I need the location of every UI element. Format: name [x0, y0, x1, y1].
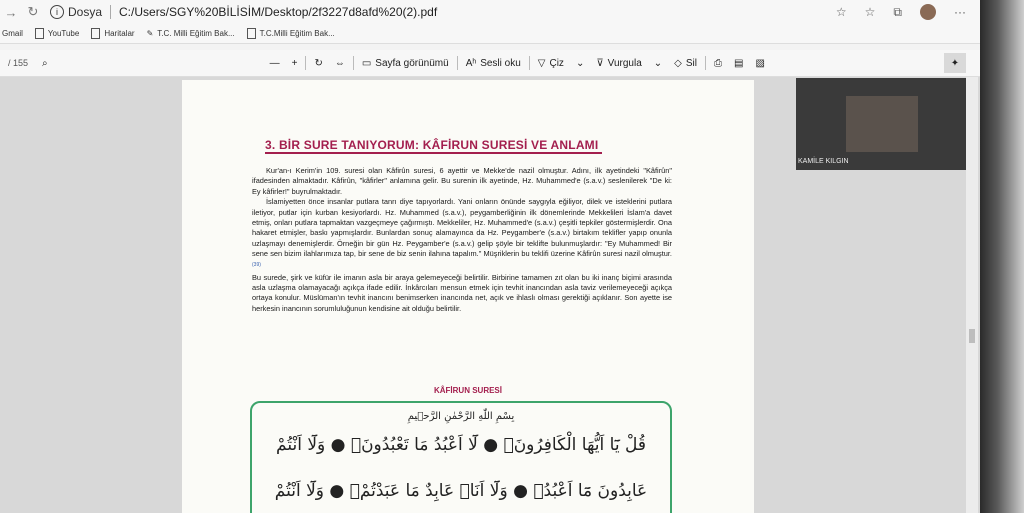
video-thumbnail[interactable]	[796, 78, 966, 170]
arabic-text-box	[250, 401, 672, 513]
zoom-out-icon[interactable]: —	[269, 57, 280, 69]
print-icon[interactable]: ⎙	[713, 57, 722, 69]
footnote-ref: (39)	[252, 261, 261, 268]
page-icon	[91, 28, 100, 39]
highlight-dropdown-icon[interactable]: ⌄	[653, 57, 663, 69]
highlight-button[interactable]: ⊽ Vurgula	[596, 57, 642, 69]
page-view-button[interactable]: ▭ Sayfa görünümü	[361, 57, 449, 69]
favorite-youtube[interactable]: YouTube	[35, 28, 79, 39]
monitor-bezel	[980, 0, 1024, 513]
collections-icon[interactable]: ⧉	[893, 4, 902, 19]
favorite-star-icon[interactable]: ☆	[835, 5, 847, 19]
divider	[529, 56, 530, 70]
highlight-icon: ⊽	[596, 57, 604, 69]
participant-video	[846, 96, 918, 152]
read-aloud-button[interactable]: Aʰ Sesli oku	[465, 57, 521, 69]
save-as-icon[interactable]: ▧	[755, 57, 765, 69]
more-icon[interactable]: ···	[954, 5, 966, 19]
draw-button[interactable]: ▽ Çiz	[537, 57, 564, 69]
page-view-icon: ▭	[361, 57, 372, 69]
divider	[457, 56, 458, 70]
tab-label: Dosya	[68, 5, 103, 19]
divider	[705, 56, 706, 70]
favorites-bar	[0, 24, 980, 44]
body-text	[252, 166, 672, 314]
paragraph: İslamiyetten önce insanlar putlara tanrı diye tapıyorlardı. Yani onların önünde saygıyla eğiliyor, dilek ve isteklerini putlara iletiyor, putlar için kurban kesiyorlardı. Hz. Muhammed (s.a.v.), peygamberliğinin ilk dönemlerinde Mekkelileri İslam'a davet etmiş, onları putlara tapmaktan vazgeçmeye çağırmıştı. Mekkeliler, Hz. Muhammed'e (s.a.v.) çeşitli tepkiler göstermişlerdir. Ona hakaret etmişler, baskı yapmışlardır. Bunlardan sonuç alamayınca da Hz. Peygamber'e (s.a.v.) birtakım teklifler yapıp onunla uzlaşmayı denemişlerdir. Örneğin bir gün Hz. Peygamber'e (s.a.v.) gelip şöyle bir teklifte bulunmuşlardır: "Ey Muhammed! Bir sene sen bizim ilahlarımıza tap, bir sene de biz senin ilahına tapalım." Müşriklerin bu teklifi üzerine Kâfirûn suresi nazil olmuştur.$^{(39)}$	[252, 197, 672, 268]
site-icon: ✎	[146, 29, 154, 38]
paragraph: Kur'an-ı Kerim'in 109. suresi olan Kâfirûn suresi, 6 ayettir ve Mekke'de nazil olmuştur. Adını, ilk ayetindeki "Kâfirûn" ifadesinden almaktadır. Kâfirûn, "kâfirler" anlamına gelir. Bu surenin ilk ayetinde, Hz. Muhammed'e (s.a.v.) seslenilerek "De ki: Ey kâfirler!" buyrulmaktadır.	[252, 166, 672, 196]
address-bar	[0, 0, 980, 24]
refresh-icon[interactable]: ↻	[27, 4, 39, 19]
pdf-toolbar	[0, 50, 980, 77]
page-count: / 155	[8, 58, 29, 68]
favorite-meb-2[interactable]: T.C.Milli Eğitim Bak...	[247, 28, 335, 39]
divider	[110, 5, 111, 19]
favorite-gmail[interactable]: Gmail	[2, 29, 23, 38]
eraser-icon: ◇	[674, 57, 682, 69]
verse-line: قُلْ يَٓا اَيُّهَا الْكَافِرُونَۙ ● لَٓا اَعْبُدُ مَا تَعْبُدُونَۙ ● وَلَٓا اَنْتُمْ	[276, 435, 646, 455]
save-icon[interactable]: ▤	[733, 57, 744, 69]
pin-toolbar-icon[interactable]: ✦	[944, 53, 966, 73]
erase-button[interactable]: ◇ Sil	[674, 57, 697, 69]
scrollbar[interactable]	[966, 77, 978, 513]
url-field[interactable]: C:/Users/SGY%20BİLİSİM/Desktop/2f3227d8afd%20(2).pdf	[119, 5, 438, 19]
basmala: بِسْمِ اللّٰهِ الرَّحْمٰنِ الرَّح۪يمِ	[407, 411, 515, 422]
page-icon	[35, 28, 44, 39]
favorites-list-icon[interactable]: ☆	[864, 5, 876, 19]
fit-width-icon[interactable]: ⇔	[334, 57, 345, 69]
rotate-icon[interactable]: ↻	[314, 57, 323, 69]
browser-actions	[836, 4, 980, 20]
scrollbar-thumb[interactable]	[969, 329, 975, 343]
favorite-maps[interactable]: Haritalar	[91, 28, 134, 39]
verse-line: عَابِدُونَ مَٓا اَعْبُدُۚ ● وَلَٓا اَنَا۬ عَابِدٌ مَا عَبَدْتُمْۙ ● وَلَٓا اَنْتُمْ	[274, 481, 648, 501]
divider	[353, 56, 354, 70]
site-info[interactable]	[50, 5, 102, 19]
avatar[interactable]	[920, 4, 936, 20]
surah-heading: KÂFİRUN SURESİ	[433, 386, 502, 395]
zoom-in-icon[interactable]: +	[291, 57, 298, 69]
draw-dropdown-icon[interactable]: ⌄	[575, 57, 585, 69]
participant-name: KAMİLE KILGIN	[798, 158, 849, 165]
draw-icon: ▽	[537, 57, 546, 69]
paragraph: Bu surede, şirk ve küfür ile imanın asla bir araya gelemeyeceği belirtilir. Birbirine tamamen zıt olan bu iki inanç biçimi arasında asla uzlaşma olamayacağı açıkça ifade edilir. İnkârcıları mensun etmek için tevhit inancından asla taviz verilemeyeceği açıkça ortaya konulur. Müslüman'ın tevhit inancını benimserken inancında net, açık ve ihlaslı olması gerektiği açıklanır. Son ayette ise herkesin inancının sorumluluğunun kendisine ait olduğu belirtilir.	[252, 272, 672, 313]
page-title: 3. BİR SURE TANIYORUM: KÂFİRUN SURESİ VE ANLAMI	[265, 138, 599, 152]
divider	[305, 56, 306, 70]
info-icon: i	[50, 5, 64, 19]
search-icon[interactable]: ⌕	[42, 57, 48, 69]
forward-icon[interactable]: →	[4, 4, 18, 20]
page-icon	[247, 28, 256, 39]
favorite-meb-1[interactable]: ✎ T.C. Milli Eğitim Bak...	[146, 29, 235, 38]
read-aloud-icon: Aʰ	[465, 57, 477, 69]
pdf-page	[182, 80, 754, 513]
